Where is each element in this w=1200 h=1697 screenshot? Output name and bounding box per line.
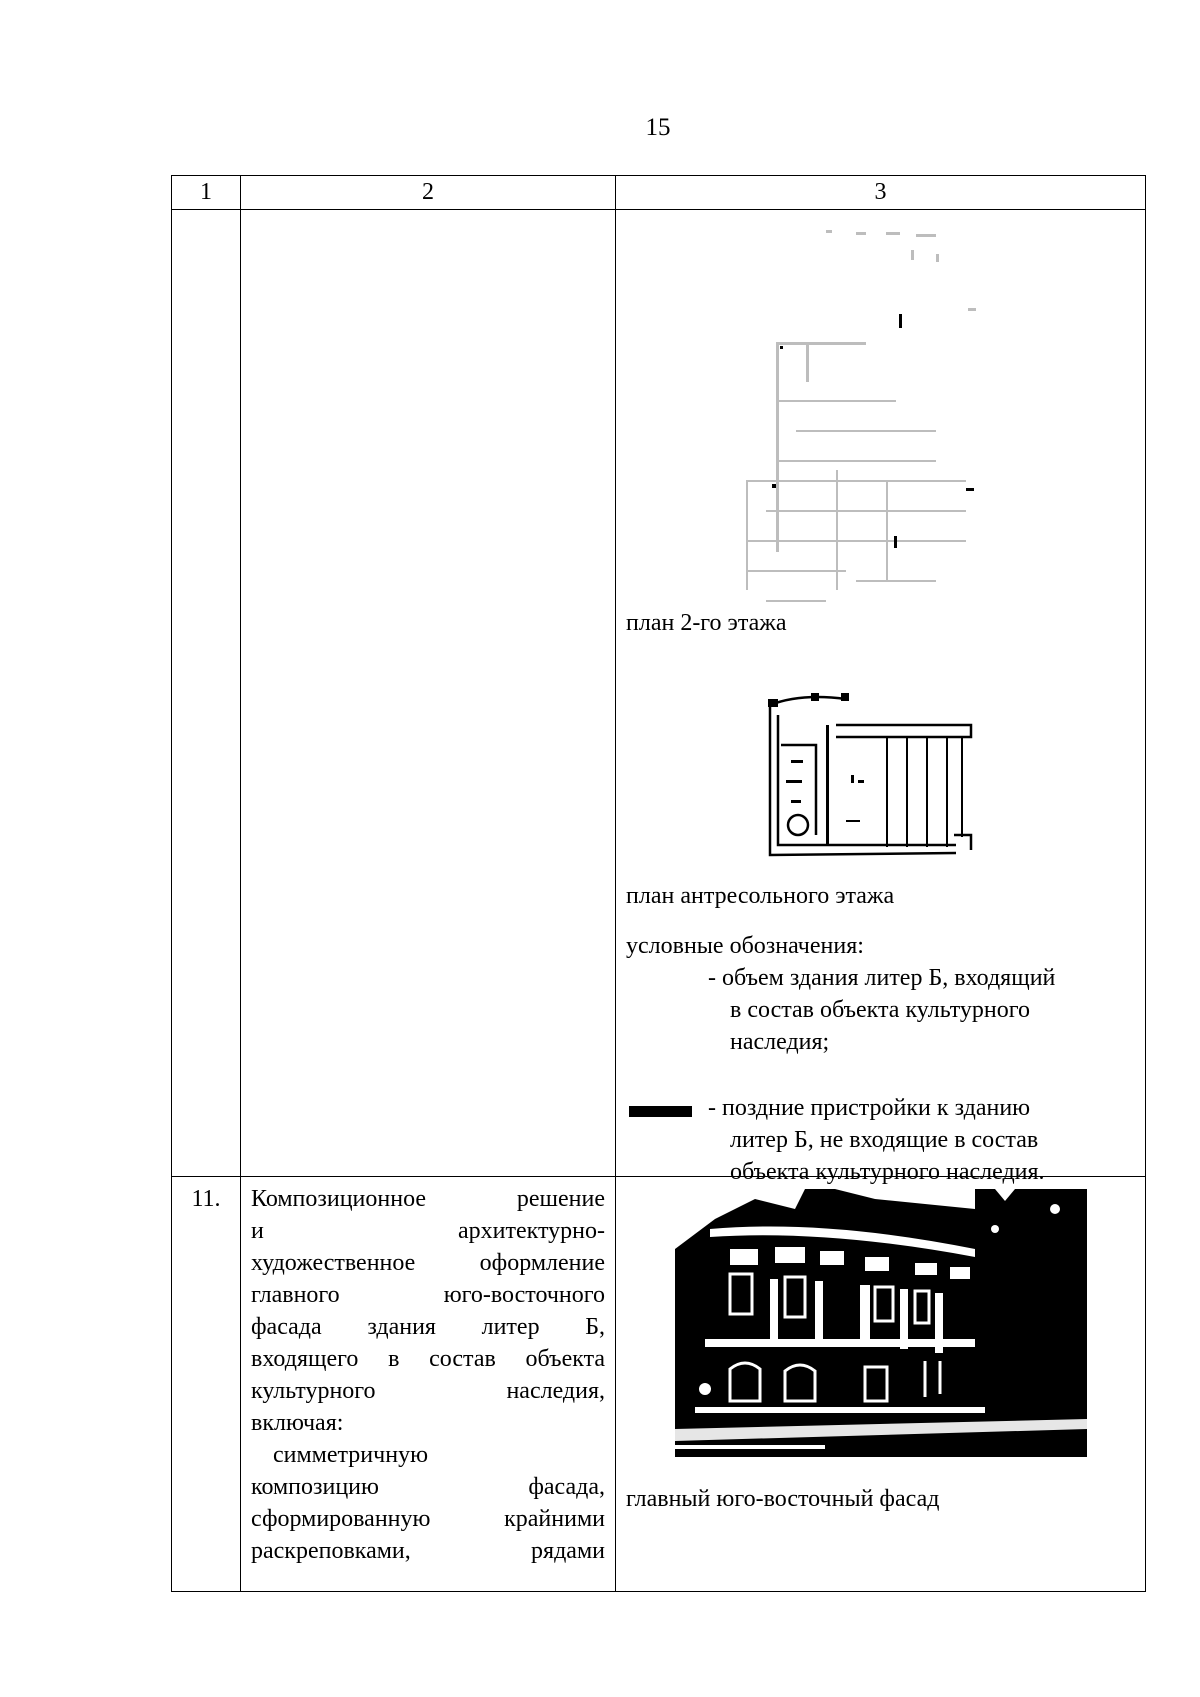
legend-item-additions-line-3: объекта культурного наследия. [730,1159,1045,1185]
row1-images-cell [616,210,1146,1185]
description-line: культурного наследия, [251,1378,605,1404]
legend-item-heritage-line-2: в состав объекта культурного [730,997,1030,1023]
second-floor-plan-caption: план 2-го этажа [626,610,787,636]
legend-item-later-additions [708,1092,1138,1188]
header-col-2: 2 [241,176,616,210]
row2-number-cell: 11. [172,1177,241,1592]
description-line: художественное оформление [251,1250,605,1276]
legend-item-additions-line-2: литер Б, не входящие в состав [730,1127,1039,1153]
row2-description-cell [241,1177,616,1592]
header-col-1: 1 [172,176,241,210]
description-line: включая: [251,1410,344,1436]
description-line: симметричную [273,1442,428,1468]
southeast-facade-photo [675,1189,1087,1457]
second-floor-plan-image [736,230,996,610]
row1-description-cell [241,210,616,1177]
description-line: сформированную крайними [251,1506,605,1532]
description-line: фасада здания литер Б, [251,1314,605,1340]
description-line: главного юго-восточного [251,1282,605,1308]
page-number: 15 [645,114,671,141]
mezzanine-floor-plan-caption: план антресольного этажа [626,883,895,909]
legend-black-bar-swatch [629,1106,692,1117]
table-row [172,210,1146,1177]
facade-photo-caption: главный юго-восточный фасад [626,1486,940,1512]
heritage-table [171,175,1146,1592]
description-line: входящего в состав объекта [251,1346,605,1372]
header-col-3: 3 [616,176,1146,210]
legend-item-heritage-line-1: - объем здания литер Б, входящий [708,965,1056,991]
description-line: раскреповками, рядами [251,1538,605,1564]
description-line: композицию фасада, [251,1474,605,1500]
table-header-row [172,176,1146,210]
row2-images-cell [616,1177,1146,1592]
legend-item-heritage-volume [708,962,1138,1058]
description-line: и архитектурно- [251,1218,605,1244]
row1-number-cell [172,210,241,1177]
mezzanine-floor-plan-image [766,685,981,865]
legend-title: условные обозначения: [626,933,864,959]
description-line: Композиционное решение [251,1186,605,1212]
legend-item-heritage-line-3: наследия; [730,1029,830,1055]
legend-item-additions-line-1: - поздние пристройки к зданию [708,1095,1031,1121]
table-row [172,1177,1146,1592]
